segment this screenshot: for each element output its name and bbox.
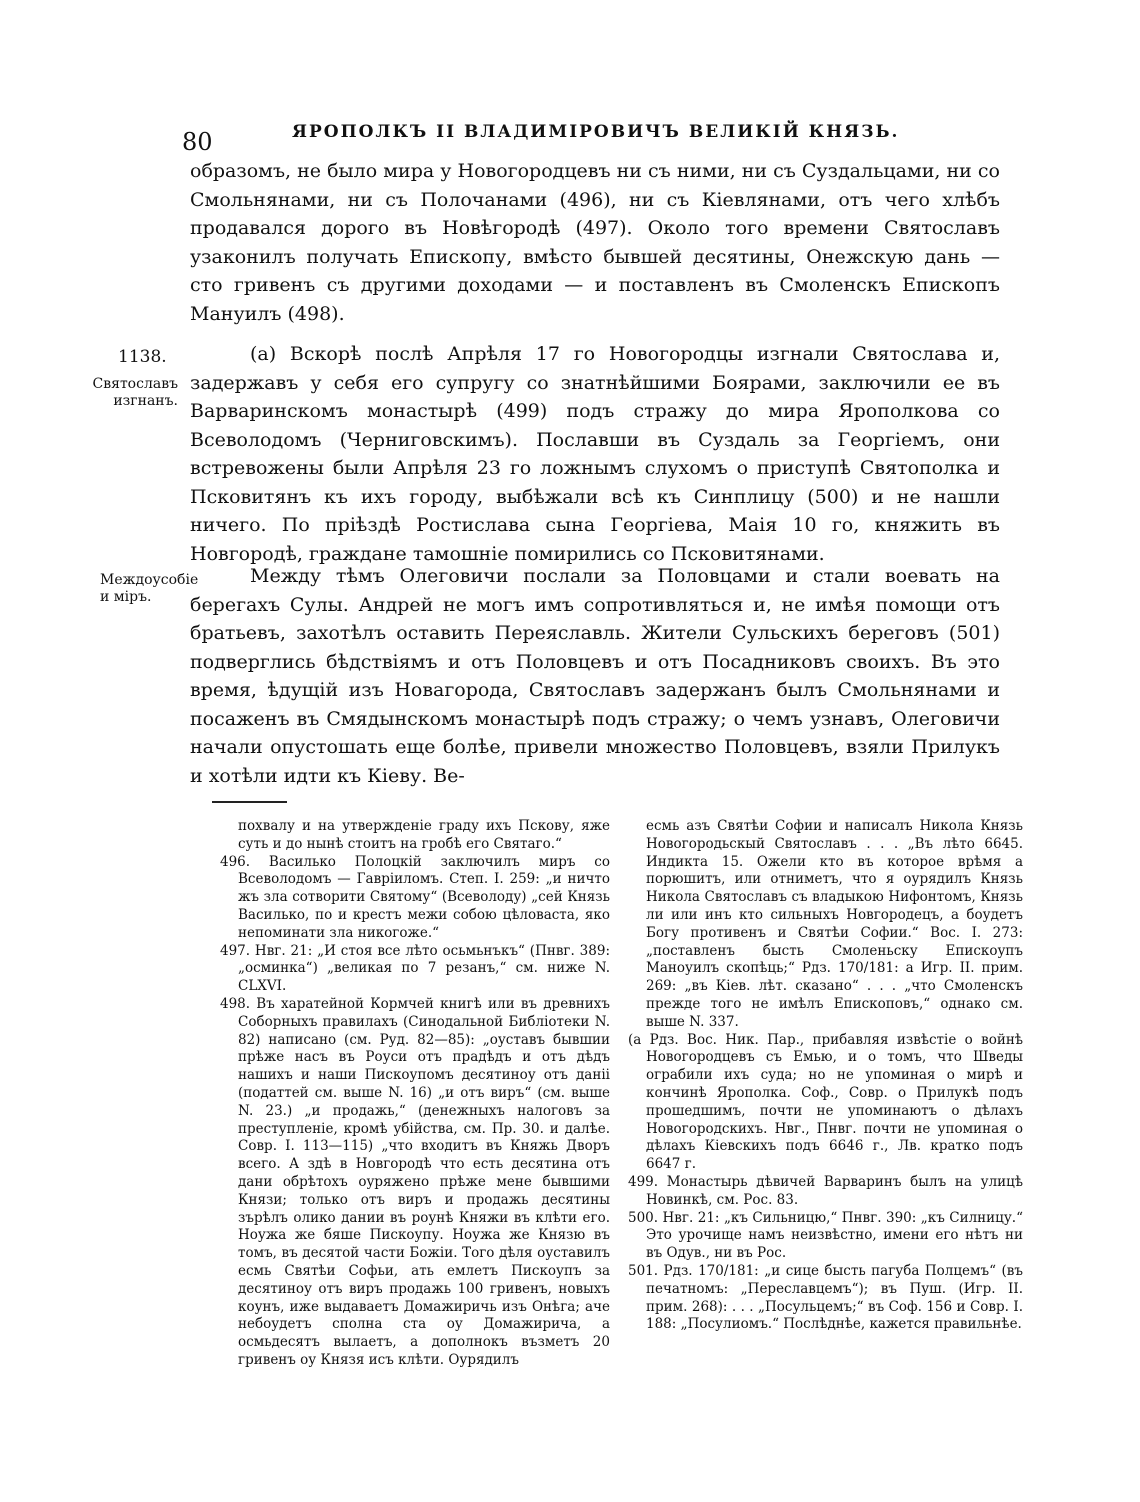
footnotes-right-column [628,818,1023,1334]
page-number: 80 [182,128,213,156]
margin-year: 1138. [118,347,167,367]
main-text-2 [190,340,1000,568]
footnote-496: 496. Василько Полоцкій заключилъ миръ со Всеволодомъ — Гавріиломъ. Степ. I. 259: „и ничто жъ зла сотворити Святому“ (Всеволоду) „сей Князь Василько, по и крестъ межи собою цѣловаста, яко непоминати зла никогоже.“ [220,853,610,941]
footnote-501: 501. Рдз. 170/181: „и сице бысть пагуба Полцемъ“ (въ печатномъ: „Переславцемъ“); въ Пуш. (Игр. II. прим. 268): . . . „Посульцемъ;“ въ Соф. 156 и Совр. I. 188: „Посулиомъ.“ Послѣднѣе, кажется правильнѣе. [628,1262,1023,1333]
paragraph-1: образомъ, не было мира у Новогородцевъ ни съ ними, ни съ Суздальцами, ни со Смольнянами, ни съ Полочанами (496), ни съ Кіевлянами, отъ чего хлѣбъ продавался дорого въ Новѣгородѣ (497). Около того времени Святославъ узаконилъ получать Епископу, вмѣсто бывшей десятины, Онежскую дань — сто гривенъ съ другими доходами — и поставленъ въ Смоленскъ Епископъ Мануилъ (498). [190,160,1000,325]
margin-note-strife: Междоусобіе и міръ. [100,572,199,605]
running-title: ЯРОПОЛКЪ II ВЛАДИМІРОВИЧЪ ВЕЛИКІЙ КНЯЗЬ. [292,122,900,142]
main-text-3 [190,562,1000,790]
paragraph-3: Между тѣмъ Олеговичи послали за Половцами и стали воевать на берегахъ Сулы. Андрей не могъ имъ сопротивляться и, не имѣя помощи отъ братьевъ, захотѣлъ оставить Переяславль. Жители Сульскихъ береговъ (501) подверглись бѣдствіямъ и отъ Половцевъ и отъ Посадниковъ своихъ. Въ это время, ѣдущій изъ Новагорода, Святославъ задержанъ былъ Смольнянами и посаженъ въ Смядынскомъ монастырѣ подъ стражу; о чемъ узнавъ, Олеговичи начали опустошать еще болѣе, привели множество Половцевъ, взяли Прилукъ и хотѣли идти къ Кіеву. Ве- [190,565,1000,787]
footnote-continuation: похвалу и на утвержденіе граду ихъ Пскову, яже суть и до нынѣ стоитъ на гробѣ его Святаго.“ [238,818,610,852]
footnote-a: (а Рдз. Вос. Ник. Пар., прибавляя извѣстіе о войнѣ Новогородцевъ съ Емью, и о томъ, что Шведы ограбили ихъ суда; но не упоминая о мирѣ и кончинѣ Ярополка. Соф., Совр. о Прилукѣ подъ прошедшимъ, почти не упоминаютъ о дѣлахъ Новогородскихъ. Нвг., Пнвг. почти не упоминая о дѣлахъ Кіевскихъ подъ 6646 г., Лв. кратко подъ 6647 г. [628,1031,1023,1173]
footnote-500: 500. Нвг. 21: „къ Сильницю,“ Пнвг. 390: „къ Силницу.“ Это урочище намъ неизвѣстно, имени его нѣтъ ни въ Одув., ни въ Рос. [628,1209,1023,1262]
margin-note-exile: Святославъ изгнанъ. [92,376,178,409]
footnote-499: 499. Монастырь дѣвичей Варваринъ былъ на улицѣ Новинкѣ, см. Рос. 83. [628,1173,1023,1208]
footnote-498: 498. Въ харатейной Кормчей книгѣ или въ древнихъ Соборныхъ правилахъ (Синодальной Библіотеки N. 82) написано (см. Руд. 82—85): „оуставъ бывшии прѣже насъ въ Роуси отъ прадѣдъ и отъ дѣдъ нашихъ и наши Пискоупомъ десятиноу отъ даніі (податтей см. выше N. 16) „и отъ виръ“ (см. выше N. 23.) „и продажь,“ (денежныхъ налоговъ за преступленіе, кромѣ убійства, см. Пр. 30. и далѣе. Совр. I. 113—115) „что входитъ въ Княжь Дворъ всего. А здѣ в Новгородѣ что есть десятина отъ дани обрѣтохъ оуряжено прѣже мене бывшими Князи; только отъ виръ и продажь десятины зърѣлъ олико дании въ роунѣ Княжи въ клѣти его. Ноужа же бяше Пискоупу. Ноужа же Князю въ томъ, въ десятой части Божіи. Того дѣля оуставилъ есмь Святѣи Софьи, ать емлетъ Пискоупъ за десятиноу отъ виръ продажь 100 гривенъ, новыхъ коунъ, иже выдаваетъ Домажиричь изъ Онѣга; аче небоудетъ сполна ста оу Домажирича, а осмьдесятъ вылаетъ, а дополнокъ възметъ 20 гривенъ оу Князя исъ клѣти. Оурядилъ [220,995,610,1368]
paragraph-2: (а) Вскорѣ послѣ Апрѣля 17 го Новогородцы изгнали Святослава и, задержавъ у себя его супругу со знатнѣйшими Боярами, заключили ее въ Варваринскомъ монастырѣ (499) подъ стражу до мира Ярополкова со Всеволодомъ (Черниговскимъ). Пославши въ Суздаль за Георгіемъ, они встревожены были Апрѣля 23 го ложнымъ слухомъ о приступѣ Святополка и Псковитянъ къ ихъ городу, выбѣжали всѣ къ Синплицу (500) и не нашли ничего. По пріѣздѣ Ростислава сына Георгіева, Маія 10 го, княжить въ Новгородѣ, граждане тамошніе помирились со Псковитянами. [190,343,1000,565]
footnote-divider [212,801,287,803]
footnotes-left-column [220,818,610,1370]
footnote-497: 497. Нвг. 21: „И стоя все лѣто осьмьнъкъ“ (Пнвг. 389: „осминка“) „великая по 7 резанъ,“ см. ниже N. CLXVI. [220,942,610,995]
footnote-498-continuation: есмь азъ Святѣи Софии и написалъ Никола Князь Новогородьскый Святославъ . . . „Въ лѣто 6645. Индикта 15. Ожели кто въ которое врѣмя а порюшитъ, или отниметъ, что я оурядилъ Князь Никола Святославъ съ владыкою Нифонтомъ, Князь ли или инъ кто сильныхъ Новгородецъ, а боудетъ Богу противенъ и Святѣи Софии.“ Вос. I. 273: „поставленъ бысть Смоленьску Епискоупъ Маноуилъ скопѣць;“ Рдз. 170/181: а Игр. II. прим. 269: „въ Кіев. лѣт. сказано“ . . . „что Смоленскъ прежде того не имѣлъ Епископовъ,“ однако см. выше N. 337. [646,818,1023,1030]
main-text [190,157,1000,328]
